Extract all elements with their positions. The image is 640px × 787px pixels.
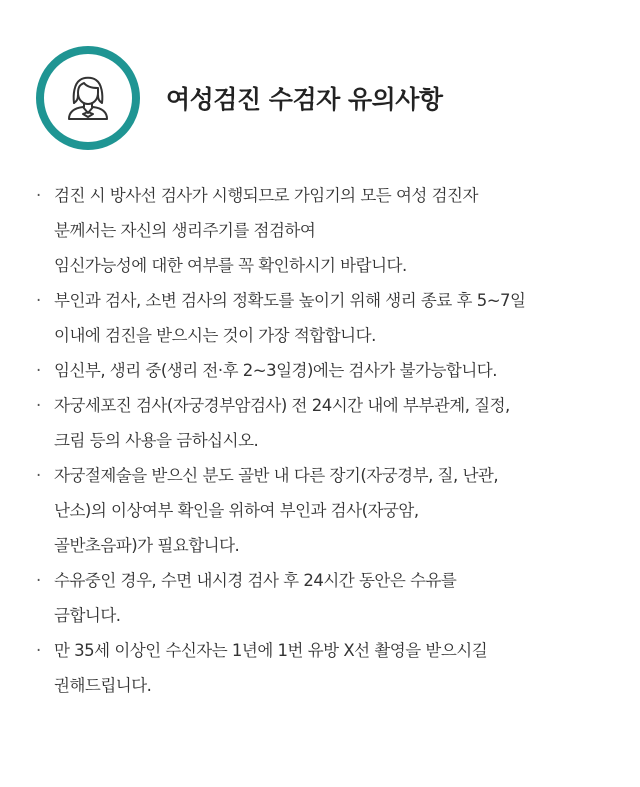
precaution-text-line: 검진 시 방사선 검사가 시행되므로 가임기의 모든 여성 검진자	[54, 186, 478, 205]
bullet-marker: ·	[36, 396, 41, 415]
precaution-item	[36, 283, 616, 353]
precaution-text-line: 이내에 검진을 받으시는 것이 가장 적합합니다.	[54, 326, 376, 345]
precaution-item	[36, 633, 616, 703]
precaution-item	[36, 458, 616, 563]
precaution-text-line: 난소)의 이상여부 확인을 위하여 부인과 검사(자궁암,	[54, 501, 419, 520]
precaution-item	[36, 353, 616, 388]
precaution-text-line: 수유중인 경우, 수면 내시경 검사 후 24시간 동안은 수유를	[54, 571, 457, 590]
bullet-marker: ·	[36, 571, 41, 590]
precaution-text-line: 임신가능성에 대한 여부를 꼭 확인하시기 바랍니다.	[54, 256, 407, 275]
precaution-item	[36, 388, 616, 458]
precaution-text-line: 만 35세 이상인 수신자는 1년에 1번 유방 X선 촬영을 받으시길	[54, 641, 488, 660]
precaution-item	[36, 178, 616, 283]
precaution-item	[36, 563, 616, 633]
precaution-text-line: 부인과 검사, 소변 검사의 정확도를 높이기 위해 생리 종료 후 5~7일	[54, 291, 526, 310]
bullet-marker: ·	[36, 466, 41, 485]
precaution-text-line: 분께서는 자신의 생리주기를 점검하여	[54, 221, 316, 240]
precaution-text-line: 자궁세포진 검사(자궁경부암검사) 전 24시간 내에 부부관계, 질정,	[54, 396, 510, 415]
page-title: 여성검진 수검자 유의사항	[166, 85, 443, 114]
precaution-text-line: 금합니다.	[54, 606, 121, 625]
page-header	[36, 46, 443, 150]
bullet-marker: ·	[36, 361, 41, 380]
precaution-text-line: 골반초음파)가 필요합니다.	[54, 536, 240, 555]
precaution-text-line: 크림 등의 사용을 금하십시오.	[54, 431, 259, 450]
bullet-marker: ·	[36, 186, 41, 205]
precaution-text-line: 자궁절제술을 받으신 분도 골반 내 다른 장기(자궁경부, 질, 난관,	[54, 466, 499, 485]
precaution-text-line: 권해드립니다.	[54, 676, 152, 695]
bullet-marker: ·	[36, 641, 41, 660]
woman-icon-badge	[36, 46, 140, 150]
precautions-list	[36, 178, 616, 703]
woman-icon	[63, 73, 113, 123]
precaution-text-line: 임신부, 생리 중(생리 전·후 2~3일경)에는 검사가 불가능합니다.	[54, 361, 497, 380]
bullet-marker: ·	[36, 291, 41, 310]
